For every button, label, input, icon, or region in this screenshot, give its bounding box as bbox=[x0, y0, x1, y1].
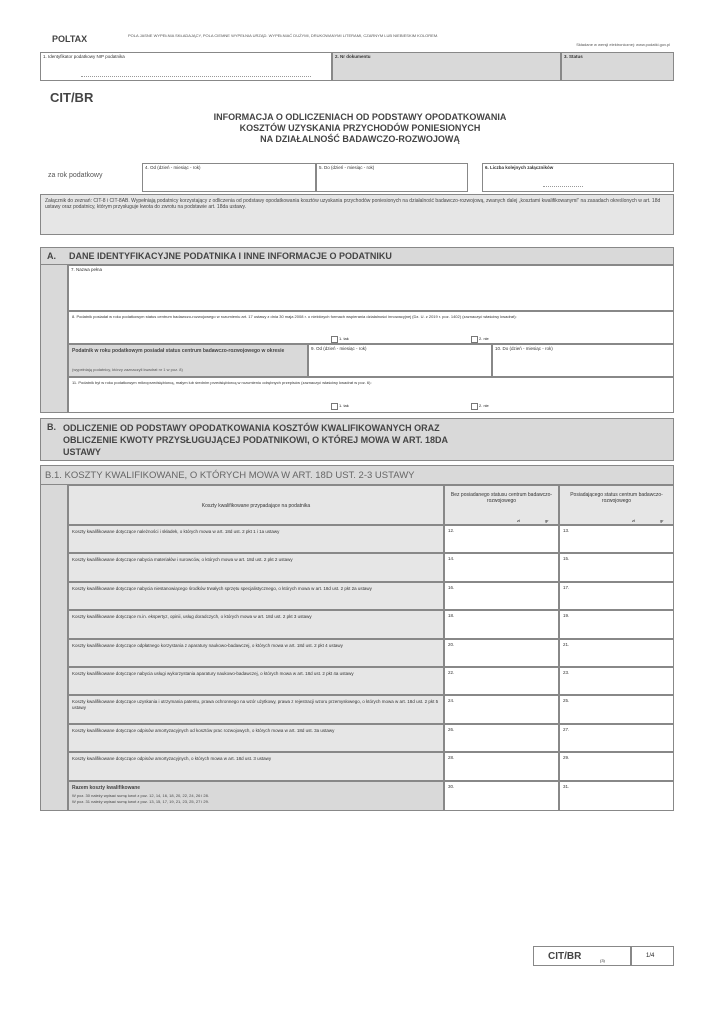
section-b-letter: B. bbox=[47, 422, 56, 432]
table-row-label-cell bbox=[68, 582, 444, 610]
field-number: 26. bbox=[448, 726, 455, 732]
status-from-field[interactable] bbox=[308, 344, 492, 377]
table-row-label: Koszty kwalifikowane dotyczące m.in. ekspertyz, opinii, usług doradczych, o których mowa w art. 18d ust. 2 pkt 3 ustawy bbox=[72, 614, 312, 620]
table-row-label: Koszty kwalifikowane dotyczące nabycia niestanowiącego środków trwałych sprzętu specjalistycznego, o których mowa w art. 18d ust. 2 pkt 2a ustawy bbox=[72, 585, 372, 591]
table-head-right-text: Posiadającego status centrum badawczo-rozwojowego bbox=[570, 492, 663, 504]
rd-center-status-field bbox=[68, 311, 674, 344]
nip-field-label: 1. Identyfikator podatkowy NIP podatnika bbox=[43, 54, 125, 59]
total-row-label-cell bbox=[68, 781, 444, 811]
header-website: Składane w wersji elektronicznej: www.podatki.gov.pl bbox=[576, 42, 670, 47]
table-row-label-cell bbox=[68, 553, 444, 581]
intro-text: Załącznik do zeznań: CIT-8 i CIT-8AB. Wypełniają podatnicy korzystający z odliczenia od podstawy opodatkowania kosztów uzyskania przychodów poniesionych na działalność badawczo-rozwojową, zwanych dalej „kosztami kwalifikowanymi” na zasadach określonych w art. 18d ustawy oraz podatnicy, którym przysługuje kwota do zwrotu na podstawie art. 18da ustawy. bbox=[45, 198, 661, 210]
footer-code: CIT/BR bbox=[548, 951, 582, 962]
period-from-label: 4. Od (dzień - miesiąc - rok) bbox=[145, 165, 201, 170]
section-a-title: DANE IDENTYFIKACYJNE PODATNIKA I INNE INFORMACJE O PODATNIKU bbox=[69, 251, 392, 261]
head-mid-unit-zl: zł bbox=[517, 518, 520, 523]
amount-field-with-status[interactable] bbox=[559, 724, 674, 752]
section-a-letter: A. bbox=[47, 251, 56, 261]
amount-field-with-status[interactable] bbox=[559, 667, 674, 695]
section-b-title-line-3: USTAWY bbox=[63, 447, 101, 457]
attachments-digit-guides bbox=[543, 186, 583, 187]
form-title bbox=[60, 112, 660, 145]
table-row-label-cell bbox=[68, 724, 444, 752]
amount-field-with-status[interactable] bbox=[559, 639, 674, 667]
total-field-no-status[interactable] bbox=[444, 781, 559, 811]
sme-status-label: 11. Podatnik był w roku podatkowym mikroprzedsiębiorcą, małym lub średnim przedsiębiorcą w rozumieniu odrębnych przepisów (zaznaczyć właściwy kwadrat w poz. 6): bbox=[72, 380, 372, 385]
table-head-left bbox=[68, 485, 444, 525]
rd-center-status-label: 8. Podatnik posiadał w roku podatkowym status centrum badawczo-rozwojowego w rozumieniu art. 17 ustawy z dnia 30 maja 2008 r. o niektórych formach wspierania działalności innowacyjnej (Dz. U. z 2019 r. poz. 1402) (zaznaczyć właściwy kwadrat): bbox=[72, 314, 517, 319]
head-right-unit-zl: zł bbox=[632, 518, 635, 523]
table-row-label-cell bbox=[68, 667, 444, 695]
sme-no-label: 2. nie bbox=[479, 403, 489, 408]
table-head-mid-text: Bez posiadanego statusu centrum badawczo-rozwojowego bbox=[450, 492, 553, 504]
amount-field-with-status[interactable] bbox=[559, 695, 674, 723]
table-row-label: Koszty kwalifikowane dotyczące uzyskania i utrzymania patentu, prawa ochronnego na wzór użytkowy, prawa z rejestracji wzoru przemysłowego, o których mowa w art. 18d ust. 2 pkt 5 ustawy bbox=[72, 699, 439, 711]
section-a-gutter bbox=[40, 265, 68, 413]
sme-yes-checkbox[interactable] bbox=[331, 403, 338, 410]
section-b-header bbox=[40, 418, 674, 461]
field-number: 29. bbox=[563, 755, 570, 761]
table-row-label-cell bbox=[68, 695, 444, 723]
field-number: 14. bbox=[448, 556, 455, 562]
doc-number-field bbox=[332, 52, 561, 81]
intro-box bbox=[40, 194, 674, 235]
footer-version: (3) bbox=[600, 958, 605, 963]
amount-field-no-status[interactable] bbox=[444, 553, 559, 581]
tax-year-label: za rok podatkowy bbox=[48, 172, 103, 179]
section-b-title-line-1: ODLICZENIE OD PODSTAWY OPODATKOWANIA KOSZTÓW KWALIFIKOWANYCH ORAZ bbox=[63, 423, 440, 433]
sme-no-checkbox[interactable] bbox=[471, 403, 478, 410]
field-number: 15. bbox=[563, 556, 570, 562]
amount-field-no-status[interactable] bbox=[444, 695, 559, 723]
amount-field-no-status[interactable] bbox=[444, 752, 559, 780]
section-b1-header bbox=[40, 465, 674, 485]
amount-field-with-status[interactable] bbox=[559, 610, 674, 638]
section-b1-title: B.1. KOSZTY KWALIFIKOWANE, O KTÓRYCH MOWA W ART. 18D UST. 2-3 USTAWY bbox=[45, 470, 415, 481]
field-number: 28. bbox=[448, 755, 455, 761]
nip-field[interactable] bbox=[40, 52, 332, 81]
rd-center-yes-label: 1. tak bbox=[339, 336, 349, 341]
amount-field-with-status[interactable] bbox=[559, 752, 674, 780]
footer-code-box bbox=[533, 946, 631, 966]
table-row-label-cell bbox=[68, 610, 444, 638]
field-number: 23. bbox=[563, 670, 570, 675]
section-a-header bbox=[40, 247, 674, 265]
attachments-count-field[interactable] bbox=[482, 163, 674, 192]
full-name-field[interactable] bbox=[68, 265, 674, 311]
field-number: 16. bbox=[448, 584, 455, 590]
amount-field-no-status[interactable] bbox=[444, 525, 559, 553]
total-row-note-2: W poz. 31 należy wpisać sumę kwot z poz. 13, 15, 17, 19, 21, 23, 25, 27 i 29. bbox=[72, 798, 209, 804]
status-period-text: Podatnik w roku podatkowym posiadał status centrum badawczo-rozwojowego w okresie bbox=[72, 348, 285, 354]
total-field-with-status[interactable] bbox=[559, 781, 674, 811]
attachments-count-label: 6. Liczba kolejnych załączników bbox=[485, 165, 554, 170]
rd-center-no-label: 2. nie bbox=[479, 336, 489, 341]
amount-field-with-status[interactable] bbox=[559, 525, 674, 553]
table-row-label: Koszty kwalifikowane dotyczące odpłatnego korzystania z aparatury naukowo-badawczej, o których mowa w art. 18d ust. 2 pkt 4 ustawy bbox=[72, 642, 343, 648]
field-number: 21. bbox=[563, 641, 570, 647]
status-to-field[interactable] bbox=[492, 344, 674, 377]
form-title-line-2: KOSZTÓW UZYSKANIA PRZYCHODÓW PONIESIONYCH bbox=[239, 123, 481, 133]
period-from-field[interactable] bbox=[142, 163, 316, 192]
total-row-label: Razem koszty kwalifikowane bbox=[72, 784, 141, 791]
field-number: 19. bbox=[563, 613, 570, 619]
sme-status-field bbox=[68, 377, 674, 413]
table-head-right bbox=[559, 485, 674, 525]
table-row-label-cell bbox=[68, 639, 444, 667]
field-number: 25. bbox=[563, 698, 570, 704]
status-from-label: 9. Od (dzień - miesiąc - rok) bbox=[311, 346, 367, 351]
footer-page-box bbox=[631, 946, 674, 966]
header-notice: POLA JASNE WYPEŁNIA SKŁADAJĄCY, POLA CIEMNE WYPEŁNIA URZĄD. WYPEŁNIAĆ DUŻYMI, DRUKOWANYMI LITERAMI, CZARNYM LUB NIEBIESKIM KOLOREM. bbox=[128, 33, 439, 38]
full-name-label: 7. Nazwa pełna bbox=[71, 267, 103, 272]
field-number: 17. bbox=[563, 584, 570, 590]
head-mid-unit-gr: gr bbox=[545, 518, 549, 523]
field-number: 18. bbox=[448, 613, 455, 619]
status-field bbox=[561, 52, 674, 81]
amount-field-no-status[interactable] bbox=[444, 582, 559, 610]
doc-number-label: 2. Nr dokumentu bbox=[335, 54, 371, 59]
table-row-label: Koszty kwalifikowane dotyczące należności i składek, o których mowa w art. 18d ust. 2 pkt 1 i 1a ustawy bbox=[72, 529, 280, 534]
brand-label: POLTAX bbox=[52, 34, 88, 44]
sme-yes-label: 1. tak bbox=[339, 403, 349, 408]
amount-field-with-status[interactable] bbox=[559, 553, 674, 581]
status-label: 3. Status bbox=[564, 54, 583, 59]
total-row-note-1: W poz. 30 należy wpisać sumę kwot z poz. 12, 14, 16, 18, 20, 22, 24, 26 i 28. bbox=[72, 792, 209, 798]
footer-page: 1/4 bbox=[646, 953, 655, 959]
field-number: 20. bbox=[448, 641, 455, 647]
table-row-label-cell bbox=[68, 525, 444, 553]
field-number: 24. bbox=[448, 698, 455, 704]
field-number: 22. bbox=[448, 670, 455, 675]
status-period-subtext: (wypełniają podatnicy, którzy zaznaczyli kwadrat nr 1 w poz. 8) bbox=[72, 367, 183, 372]
status-to-label: 10. Do (dzień - miesiąc - rok) bbox=[495, 346, 553, 351]
field-number: 31. bbox=[563, 783, 570, 789]
rd-center-yes-checkbox[interactable] bbox=[331, 336, 338, 343]
table-row-label-cell bbox=[68, 752, 444, 780]
rd-center-no-checkbox[interactable] bbox=[471, 336, 478, 343]
period-to-field[interactable] bbox=[316, 163, 468, 192]
table-row-label: Koszty kwalifikowane dotyczące nabycia usługi wykorzystania aparatury naukowo-badawczej, o których mowa w art. 18d ust. 2 pkt 4a ustawy bbox=[72, 671, 354, 676]
table-row-label: Koszty kwalifikowane dotyczące odpisów amortyzacyjnych od kosztów prac rozwojowych, o których mowa w art. 18d ust. 3a ustawy bbox=[72, 727, 335, 733]
table-head-mid bbox=[444, 485, 559, 525]
nip-digit-guides bbox=[81, 76, 311, 77]
amount-field-no-status[interactable] bbox=[444, 639, 559, 667]
section-b-title-line-2: OBLICZENIE KWOTY PRZYSŁUGUJĄCEJ PODATNIKOWI, O KTÓREJ MOWA W ART. 18DA bbox=[63, 435, 449, 445]
period-to-label: 5. Do (dzień - miesiąc - rok) bbox=[319, 165, 375, 170]
field-number: 12. bbox=[448, 528, 455, 533]
amount-field-no-status[interactable] bbox=[444, 667, 559, 695]
field-number: 30. bbox=[448, 783, 455, 789]
field-number: 13. bbox=[563, 528, 570, 533]
section-b1-gutter bbox=[40, 485, 68, 811]
form-code: CIT/BR bbox=[50, 90, 94, 105]
amount-field-with-status[interactable] bbox=[559, 582, 674, 610]
head-right-unit-gr: gr bbox=[660, 518, 664, 523]
form-title-line-1: INFORMACJA O ODLICZENIACH OD PODSTAWY OPODATKOWANIA bbox=[213, 112, 507, 122]
table-head-left-text: Koszty kwalifikowane przypadające na podatnika bbox=[201, 503, 311, 509]
section-b-title bbox=[63, 422, 448, 458]
table-row-label: Koszty kwalifikowane dotyczące nabycia materiałów i surowców, o których mowa w art. 18d ust. 2 pkt 2 ustawy bbox=[72, 557, 293, 563]
form-title-line-3: NA DZIAŁALNOŚĆ BADAWCZO-ROZWOJOWĄ bbox=[260, 134, 460, 144]
field-number: 27. bbox=[563, 726, 570, 732]
amount-field-no-status[interactable] bbox=[444, 724, 559, 752]
status-period-label-box bbox=[68, 344, 308, 377]
amount-field-no-status[interactable] bbox=[444, 610, 559, 638]
table-row-label: Koszty kwalifikowane dotyczące odpisów amortyzacyjnych, o których mowa w art. 18d ust. 3 ustawy bbox=[72, 756, 272, 762]
